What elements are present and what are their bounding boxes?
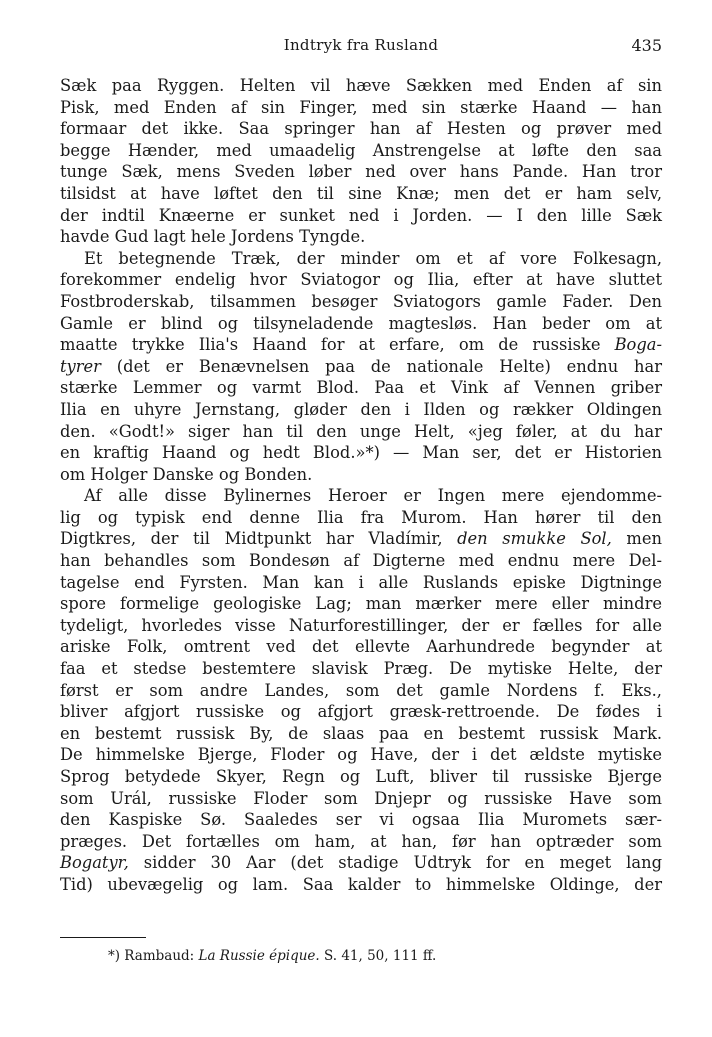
text-line — [60, 97, 662, 119]
line-italic-text: tyrer — [60, 356, 101, 376]
text-line — [60, 636, 662, 658]
line-text: en bestemt russisk By, de slaas paa en bestemt russisk Mark. — [60, 723, 662, 743]
body-text — [60, 75, 662, 896]
text-line — [60, 723, 662, 745]
text-line — [60, 75, 662, 97]
text-line — [60, 334, 662, 356]
text-line — [60, 313, 662, 335]
text-line — [60, 528, 662, 550]
line-text: ariske Folk, omtrent ved det ellevte Aarhundrede begynder at — [60, 637, 662, 657]
page-number: 435 — [631, 36, 662, 55]
text-line — [60, 421, 662, 443]
text-line — [60, 161, 662, 183]
text-line — [60, 291, 662, 313]
line-text: Et betegnende Træk, der minder om et af vore Folkesagn, — [84, 248, 662, 268]
line-text: Sæk paa Ryggen. Helten vil hæve Sækken med Enden af sin — [60, 76, 662, 95]
line-text: Tid) ubevægelig og lam. Saa kalder to himmelske Oldinge, der — [60, 874, 662, 894]
text-line — [60, 658, 662, 680]
text-line — [60, 356, 662, 378]
line-text: (det er Benævnelsen paa de nationale Helte) endnu har — [100, 356, 662, 376]
text-line — [60, 701, 662, 723]
line-text: men — [611, 529, 662, 549]
line-text: en kraftig Haand og hedt Blod.»*) — Man ser, det er Historien — [60, 443, 662, 463]
line-text: spore formelige geologiske Lag; man mærker mere eller mindre — [60, 594, 662, 614]
line-text: tagelse end Fyrsten. Man kan i alle Ruslands episke Digtninge — [60, 572, 662, 592]
line-text: Digtkres, der til Midtpunkt har Vladímir, — [60, 529, 458, 549]
line-text: Af alle disse Bylinernes Heroer er Ingen mere ejendomme- — [84, 486, 662, 506]
footnote-reference: S. 41, 50, 111 ff. — [319, 948, 437, 964]
text-line — [60, 248, 662, 270]
line-text: han behandles som Bondesøn af Digterne med endnu mere Del- — [60, 551, 662, 571]
text-line — [60, 205, 662, 227]
line-text: Ilia en uhyre Jernstang, gløder den i Ilden og rækker Oldingen — [60, 399, 662, 419]
footnote-title: La Russie épique. — [198, 948, 320, 964]
text-line — [60, 226, 662, 248]
text-line — [60, 572, 662, 594]
text-line — [60, 140, 662, 162]
line-text: sidder 30 Aar (det stadige Udtryk for en meget lang — [128, 853, 662, 873]
text-line — [60, 831, 662, 853]
text-line — [60, 269, 662, 291]
line-text: tunge Sæk, mens Sveden løber ned over hans Pande. Han tror — [60, 162, 662, 182]
text-line — [60, 809, 662, 831]
text-line — [60, 377, 662, 399]
text-line — [60, 183, 662, 205]
line-text: den Kaspiske Sø. Saaledes ser vi ogsaa Ilia Muromets sær- — [60, 810, 662, 830]
text-line — [60, 118, 662, 140]
line-text: De himmelske Bjerge, Floder og Have, der i det ældste mytiske — [60, 745, 662, 765]
text-line — [60, 550, 662, 572]
line-text: præges. Det fortælles om ham, at han, før han optræder som — [60, 831, 662, 851]
text-line — [60, 680, 662, 702]
text-line — [60, 442, 662, 464]
line-text: lig og typisk end denne Ilia fra Murom. Han hører til den — [60, 507, 662, 527]
running-title: Indtryk fra Rusland — [283, 36, 439, 54]
text-line — [60, 593, 662, 615]
line-text: om Holger Danske og Bonden. — [60, 464, 313, 484]
footnote — [108, 948, 436, 964]
line-text: den. «Godt!» siger han til den unge Helt, «jeg føler, at du har — [60, 421, 662, 441]
line-text: som Urál, russiske Floder som Dnjepr og russiske Have som — [60, 788, 662, 808]
line-text: forekommer endelig hvor Sviatogor og Ilia, efter at have sluttet — [60, 270, 662, 290]
line-text: tilsidst at have løftet den til sine Knæ; men det er ham selv, — [60, 183, 662, 203]
text-line — [60, 399, 662, 421]
line-text: havde Gud lagt hele Jordens Tyngde. — [60, 227, 366, 247]
line-text: Sprog betydede Skyer, Regn og Luft, bliver til russiske Bjerge — [60, 767, 662, 786]
line-text: bliver afgjort russiske og afgjort græsk-rettroende. De fødes i — [60, 702, 662, 722]
text-line — [60, 464, 662, 486]
line-text: tydeligt, hvorledes visse Naturforestillinger, der er fælles for alle — [60, 615, 662, 635]
text-line — [60, 852, 662, 874]
line-text: stærke Lemmer og varmt Blod. Paa et Vink af Vennen griber — [60, 378, 662, 398]
line-italic-text: Bogatyr, — [60, 853, 129, 873]
text-line — [60, 507, 662, 529]
line-text: der indtil Knæerne er sunket ned i Jorden. — I den lille Sæk — [60, 205, 662, 225]
line-text: begge Hænder, med umaadelig Anstrengelse at løfte den saa — [60, 140, 662, 160]
line-italic-text: Boga- — [614, 335, 662, 355]
line-text: maatte trykke Ilia's Haand for at erfare, om de russiske — [60, 335, 615, 355]
text-line — [60, 485, 662, 507]
text-line — [60, 874, 662, 896]
footnote-marker: *) Rambaud: — [108, 948, 199, 964]
text-line — [60, 615, 662, 637]
text-line — [60, 788, 662, 810]
line-text: først er som andre Landes, som det gamle Nordens f. Eks., — [60, 680, 662, 700]
line-italic-text: den smukke Sol, — [457, 529, 612, 549]
text-line — [60, 766, 662, 788]
line-text: Pisk, med Enden af sin Finger, med sin stærke Haand — han — [60, 97, 662, 117]
text-line — [60, 744, 662, 766]
line-text: Fostbroderskab, tilsammen besøger Sviatogors gamle Fader. Den — [60, 291, 662, 311]
line-text: formaar det ikke. Saa springer han af Hesten og prøver med — [60, 119, 662, 139]
line-text: faa et stedse bestemtere slavisk Præg. De mytiske Helte, der — [60, 659, 662, 679]
line-text: Gamle er blind og tilsyneladende magtesløs. Han beder om at — [60, 313, 662, 333]
footnote-rule — [60, 937, 146, 938]
page-header — [60, 36, 662, 58]
